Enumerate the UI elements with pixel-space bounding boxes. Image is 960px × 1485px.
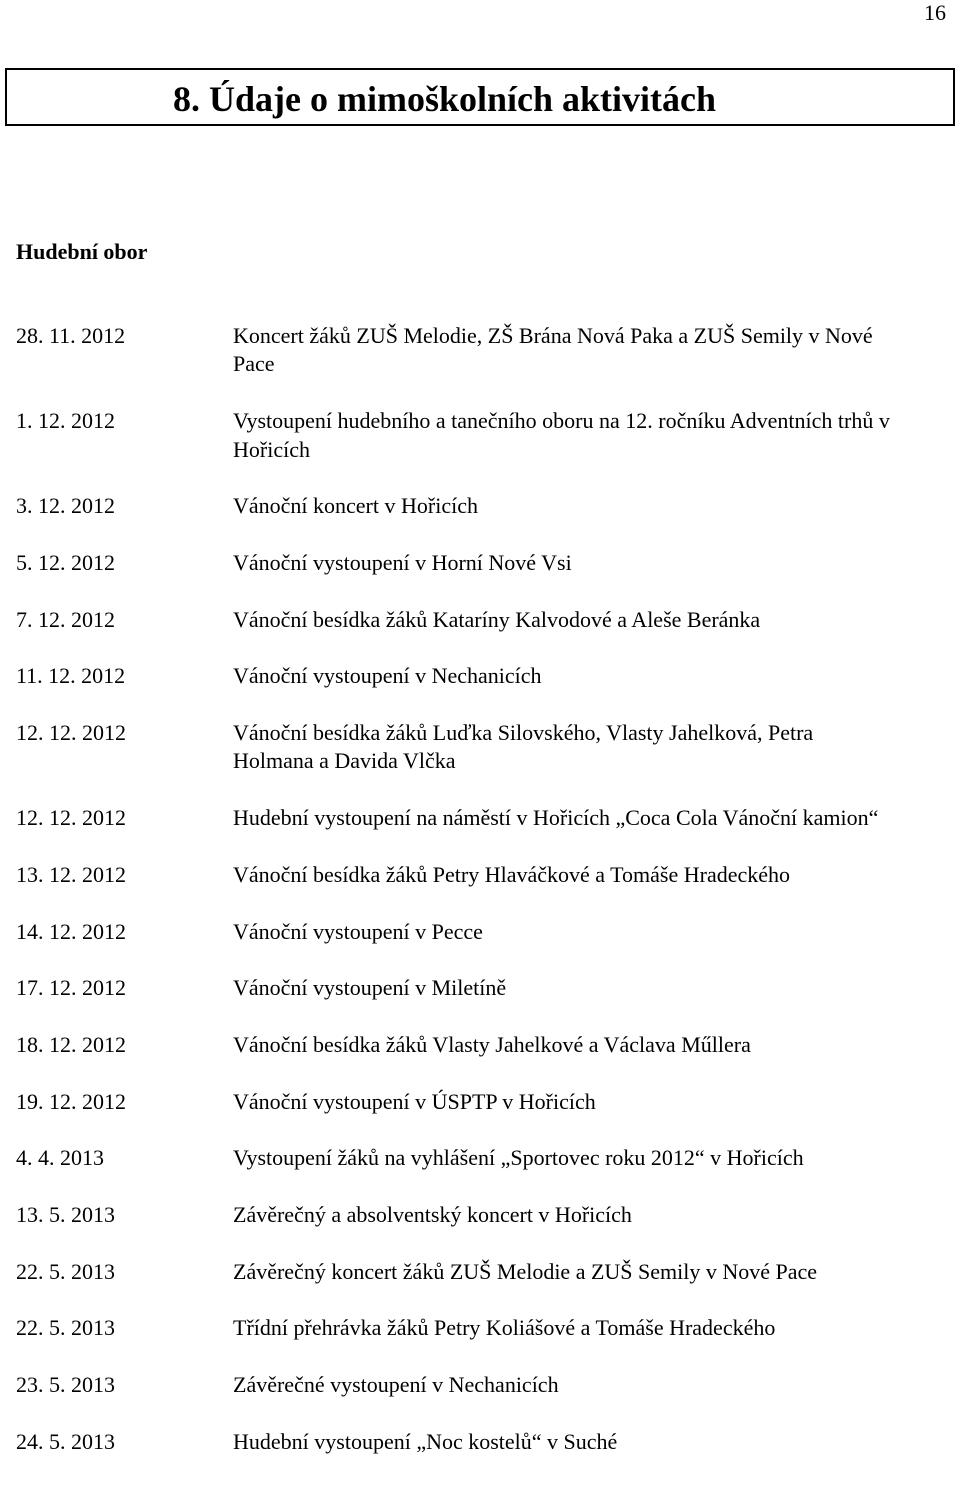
event-description: Hudební vystoupení „Noc kostelů“ v Suché — [233, 1428, 618, 1454]
event-date: 13. 5. 2013 — [16, 1202, 115, 1228]
event-description: Vánoční koncert v Hořicích — [233, 493, 478, 519]
event-description: Vánoční vystoupení v Nechanicích — [233, 663, 542, 689]
event-date: 11. 12. 2012 — [16, 663, 126, 689]
event-row — [16, 918, 936, 946]
event-row — [16, 1031, 936, 1059]
event-description: Vánoční vystoupení v ÚSPTP v Hořicích — [233, 1088, 596, 1114]
section-heading: Hudební obor — [16, 239, 148, 264]
event-description: Závěrečný a absolventský koncert v Hořicích — [233, 1202, 632, 1228]
event-description: Vystoupení žáků na vyhlášení „Sportovec roku 2012“ v Hořicích — [233, 1145, 804, 1171]
event-row — [16, 322, 936, 379]
event-description: Koncert žáků ZUŠ Melodie, ZŠ Brána Nová Paka a ZUŠ Semily v Nové Pace — [233, 323, 873, 377]
event-row — [16, 1088, 936, 1116]
event-date: 22. 5. 2013 — [16, 1315, 115, 1341]
event-description: Závěrečný koncert žáků ZUŠ Melodie a ZUŠ Semily v Nové Pace — [233, 1258, 818, 1284]
event-date: 12. 12. 2012 — [16, 720, 126, 746]
event-date: 1. 12. 2012 — [16, 408, 115, 434]
event-row — [16, 1258, 936, 1286]
event-row — [16, 407, 936, 464]
event-description: Vánoční vystoupení v Horní Nové Vsi — [233, 549, 572, 575]
event-description: Vánoční besídka žáků Vlasty Jahelkové a Václava Műllera — [233, 1031, 751, 1057]
event-row — [16, 1201, 936, 1229]
page-title: 8. Údaje o mimoškolních aktivitách — [173, 79, 717, 119]
event-description: Vystoupení hudebního a tanečního oboru na 12. ročníku Adventních trhů v Hořicích — [233, 408, 890, 462]
event-date: 12. 12. 2012 — [16, 805, 126, 831]
event-description: Závěrečné vystoupení v Nechanicích — [233, 1372, 559, 1398]
event-description: Vánoční besídka žáků Petry Hlaváčkové a Tomáše Hradeckého — [233, 861, 791, 887]
event-date: 22. 5. 2013 — [16, 1258, 115, 1284]
event-date: 28. 11. 2012 — [16, 323, 126, 348]
event-date: 18. 12. 2012 — [16, 1031, 126, 1057]
event-row — [16, 719, 936, 776]
event-description: Vánoční vystoupení v Pecce — [233, 918, 483, 944]
event-date: 23. 5. 2013 — [16, 1372, 115, 1398]
event-date: 4. 4. 2013 — [16, 1145, 104, 1171]
event-date: 3. 12. 2012 — [16, 493, 115, 519]
event-date: 24. 5. 2013 — [16, 1428, 115, 1454]
event-row — [16, 1428, 936, 1456]
event-row — [16, 1314, 936, 1342]
title-box — [5, 68, 955, 126]
event-date: 5. 12. 2012 — [16, 549, 115, 575]
event-date: 19. 12. 2012 — [16, 1088, 126, 1114]
event-description: Vánoční besídka žáků Kataríny Kalvodové a Aleše Beránka — [233, 606, 761, 632]
event-description: Hudební vystoupení na náměstí v Hořicích „Coca Cola Vánoční kamion“ — [233, 805, 879, 831]
event-row — [16, 974, 936, 1002]
event-row — [16, 662, 936, 690]
event-row — [16, 606, 936, 634]
page-number: 16 — [924, 0, 946, 25]
event-row — [16, 861, 936, 889]
event-description: Třídní přehrávka žáků Petry Koliášové a Tomáše Hradeckého — [233, 1315, 776, 1341]
event-row — [16, 1371, 936, 1399]
event-description: Vánoční vystoupení v Miletíně — [233, 975, 507, 1001]
event-date: 14. 12. 2012 — [16, 918, 126, 944]
event-date: 17. 12. 2012 — [16, 975, 126, 1001]
event-date: 7. 12. 2012 — [16, 606, 115, 632]
event-date: 13. 12. 2012 — [16, 861, 126, 887]
event-row — [16, 549, 936, 577]
event-row — [16, 1144, 936, 1172]
event-row — [16, 804, 936, 832]
event-list — [16, 322, 936, 1485]
event-description: Vánoční besídka žáků Luďka Silovského, Vlasty Jahelková, Petra Holmana a Davida Vlčka — [233, 720, 814, 774]
event-row — [16, 492, 936, 520]
